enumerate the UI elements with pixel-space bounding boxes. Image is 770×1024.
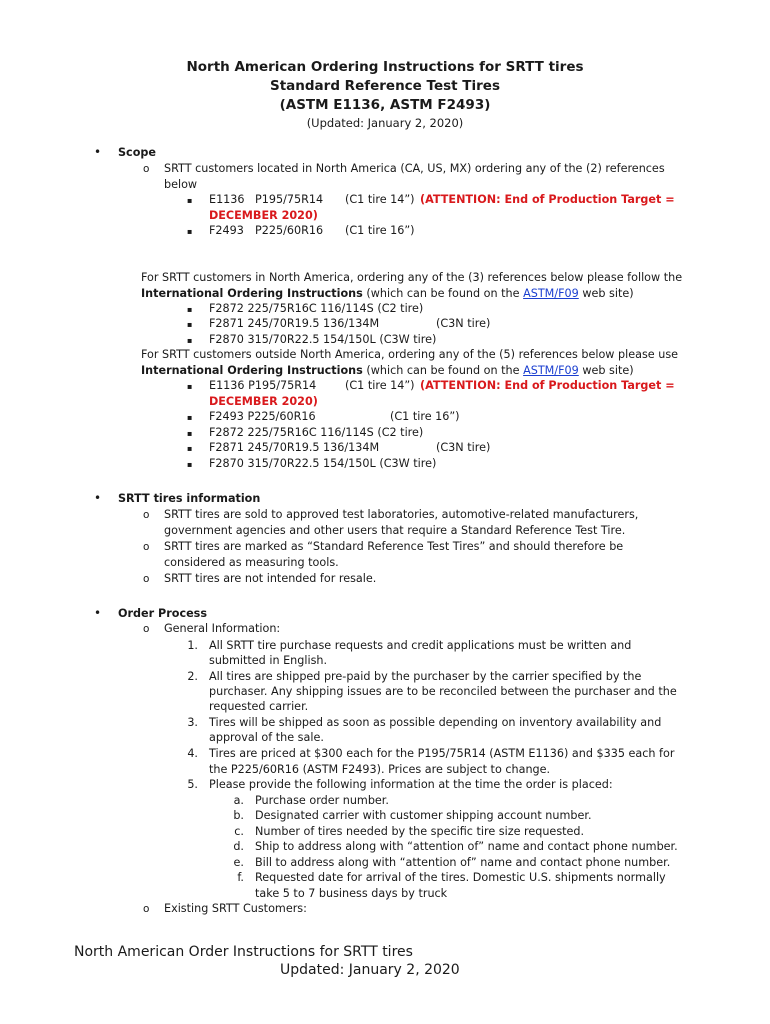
- order-info-item: Requested date for arrival of the tires. Domestic U.S. shipments normally: [255, 871, 666, 884]
- square-bullet-icon: ▪: [187, 429, 193, 438]
- list-item: F2871 245/70R19.5 136/134M: [209, 441, 380, 454]
- list-item: F2870 315/70R22.5 154/150L (C3W tire): [209, 333, 437, 346]
- square-bullet-icon: ▪: [187, 336, 193, 345]
- intl-bold: International Ordering Instructions: [141, 287, 363, 300]
- scope-f2493-size: P225/60R16: [255, 224, 324, 237]
- list-item: (C3N tire): [436, 441, 491, 454]
- square-bullet-icon: ▪: [187, 444, 193, 453]
- scope-f2493-tire: (C1 tire 16”): [345, 224, 415, 237]
- scope-f2493-code: F2493: [209, 224, 244, 237]
- order-step: All SRTT tire purchase requests and credit applications must be written and: [209, 639, 632, 652]
- order-general: General Information:: [164, 622, 281, 635]
- order-heading: Order Process: [118, 607, 207, 620]
- square-bullet-icon: ▪: [187, 227, 193, 236]
- list-item: E1136 P195/75R14: [209, 379, 317, 392]
- scope-heading: Scope: [118, 146, 156, 159]
- scope-e1136-tire: (C1 tire 14”): [345, 193, 415, 206]
- list-number: 2.: [187, 670, 198, 683]
- doc-title: North American Ordering Instructions for SRTT tires: [186, 59, 584, 75]
- list-number: 1.: [187, 639, 198, 652]
- list-letter: e.: [233, 856, 244, 869]
- order-step: All tires are shipped pre-paid by the purchaser by the carrier specified by the: [209, 670, 642, 683]
- list-number: 3.: [187, 716, 198, 729]
- circle-bullet-icon: o: [143, 573, 150, 585]
- list-item: F2493 P225/60R16: [209, 410, 316, 423]
- bullet-icon: •: [94, 491, 102, 505]
- square-bullet-icon: ▪: [187, 320, 193, 329]
- circle-bullet-icon: o: [143, 903, 150, 915]
- info-text: SRTT tires are marked as “Standard Reference Test Tires” and should therefore be: [164, 540, 624, 553]
- intl-paragraph: [141, 364, 634, 378]
- order-info-item: Purchase order number.: [255, 794, 389, 807]
- square-bullet-icon: ▪: [187, 413, 193, 422]
- intl-text: web site): [578, 364, 634, 377]
- square-bullet-icon: ▪: [187, 460, 193, 469]
- circle-bullet-icon: o: [143, 163, 150, 175]
- circle-bullet-icon: o: [143, 623, 150, 635]
- intl-text: (which can be found on the: [362, 364, 524, 377]
- astm-f09-link[interactable]: ASTM/F09: [523, 287, 579, 300]
- list-number: 5.: [187, 778, 198, 791]
- list-item: (C1 tire 14”): [345, 379, 415, 392]
- circle-bullet-icon: o: [143, 509, 150, 521]
- order-step: Tires will be shipped as soon as possible depending on inventory availability and: [209, 716, 662, 729]
- attention-notice: (ATTENTION: End of Production Target =: [420, 379, 675, 392]
- doc-updated: (Updated: January 2, 2020): [306, 116, 464, 130]
- order-info-item: Designated carrier with customer shipping account number.: [255, 809, 592, 822]
- intl-text: web site): [578, 287, 634, 300]
- list-letter: d.: [233, 840, 244, 853]
- order-step: Tires are priced at $300 each for the P195/75R14 (ASTM E1136) and $335 each for: [209, 747, 675, 760]
- attention-notice: DECEMBER 2020): [209, 395, 318, 408]
- list-item: (C3N tire): [436, 317, 491, 330]
- footer-title: North American Order Instructions for SRTT tires: [74, 944, 413, 960]
- square-bullet-icon: ▪: [187, 382, 193, 391]
- scope-text: SRTT customers located in North America (CA, US, MX) ordering any of the (2) references: [164, 162, 665, 175]
- list-item: F2872 225/75R16C 116/114S (C2 tire): [209, 426, 424, 439]
- order-info-item: take 5 to 7 business days by truck: [255, 887, 448, 900]
- list-item: F2872 225/75R16C 116/114S (C2 tire): [209, 302, 424, 315]
- order-info-item: Number of tires needed by the specific tire size requested.: [255, 825, 585, 838]
- order-existing: Existing SRTT Customers:: [164, 902, 307, 915]
- info-text: SRTT tires are not intended for resale.: [164, 572, 377, 585]
- scope-e1136-code: E1136: [209, 193, 245, 206]
- attention-notice: (ATTENTION: End of Production Target =: [420, 193, 675, 206]
- intl-text: (which can be found on the: [362, 287, 524, 300]
- info-text: considered as measuring tools.: [164, 556, 339, 569]
- info-text: government agencies and other users that require a Standard Reference Test Tire.: [164, 524, 626, 537]
- intl-paragraph: [141, 287, 634, 301]
- square-bullet-icon: ▪: [187, 196, 193, 205]
- circle-bullet-icon: o: [143, 541, 150, 553]
- list-letter: b.: [233, 809, 244, 822]
- square-bullet-icon: ▪: [187, 305, 193, 314]
- attention-notice: DECEMBER 2020): [209, 209, 318, 222]
- doc-standards: (ASTM E1136, ASTM F2493): [279, 97, 491, 113]
- scope-e1136-size: P195/75R14: [255, 193, 324, 206]
- order-step: Please provide the following information at the time the order is placed:: [209, 778, 613, 791]
- order-step: submitted in English.: [209, 654, 328, 667]
- doc-subtitle: Standard Reference Test Tires: [269, 78, 500, 94]
- footer-updated: Updated: January 2, 2020: [280, 962, 460, 978]
- list-letter: f.: [237, 871, 244, 884]
- scope-text: below: [164, 178, 198, 191]
- bullet-icon: •: [94, 145, 102, 159]
- bullet-icon: •: [94, 606, 102, 620]
- intl-paragraph: For SRTT customers in North America, ordering any of the (3) references below please follow the: [141, 271, 683, 284]
- info-text: SRTT tires are sold to approved test laboratories, automotive-related manufacturers,: [164, 508, 639, 521]
- intl-paragraph: For SRTT customers outside North America, ordering any of the (5) references below please use: [141, 348, 679, 361]
- order-step: purchaser. Any shipping issues are to be reconciled between the purchaser and the: [209, 685, 677, 698]
- list-item: F2871 245/70R19.5 136/134M: [209, 317, 380, 330]
- order-info-item: Bill to address along with “attention of” name and contact phone number.: [255, 856, 671, 869]
- order-step: approval of the sale.: [209, 731, 324, 744]
- order-info-item: Ship to address along with “attention of” name and contact phone number.: [255, 840, 678, 853]
- list-number: 4.: [187, 747, 198, 760]
- astm-f09-link[interactable]: ASTM/F09: [523, 364, 579, 377]
- list-item: F2870 315/70R22.5 154/150L (C3W tire): [209, 457, 437, 470]
- order-step: requested carrier.: [209, 700, 309, 713]
- intl-bold: International Ordering Instructions: [141, 364, 363, 377]
- list-letter: c.: [234, 825, 244, 838]
- list-item: (C1 tire 16”): [390, 410, 460, 423]
- info-heading: SRTT tires information: [118, 492, 261, 505]
- list-letter: a.: [233, 794, 244, 807]
- order-step: the P225/60R16 (ASTM F2493). Prices are subject to change.: [209, 763, 551, 776]
